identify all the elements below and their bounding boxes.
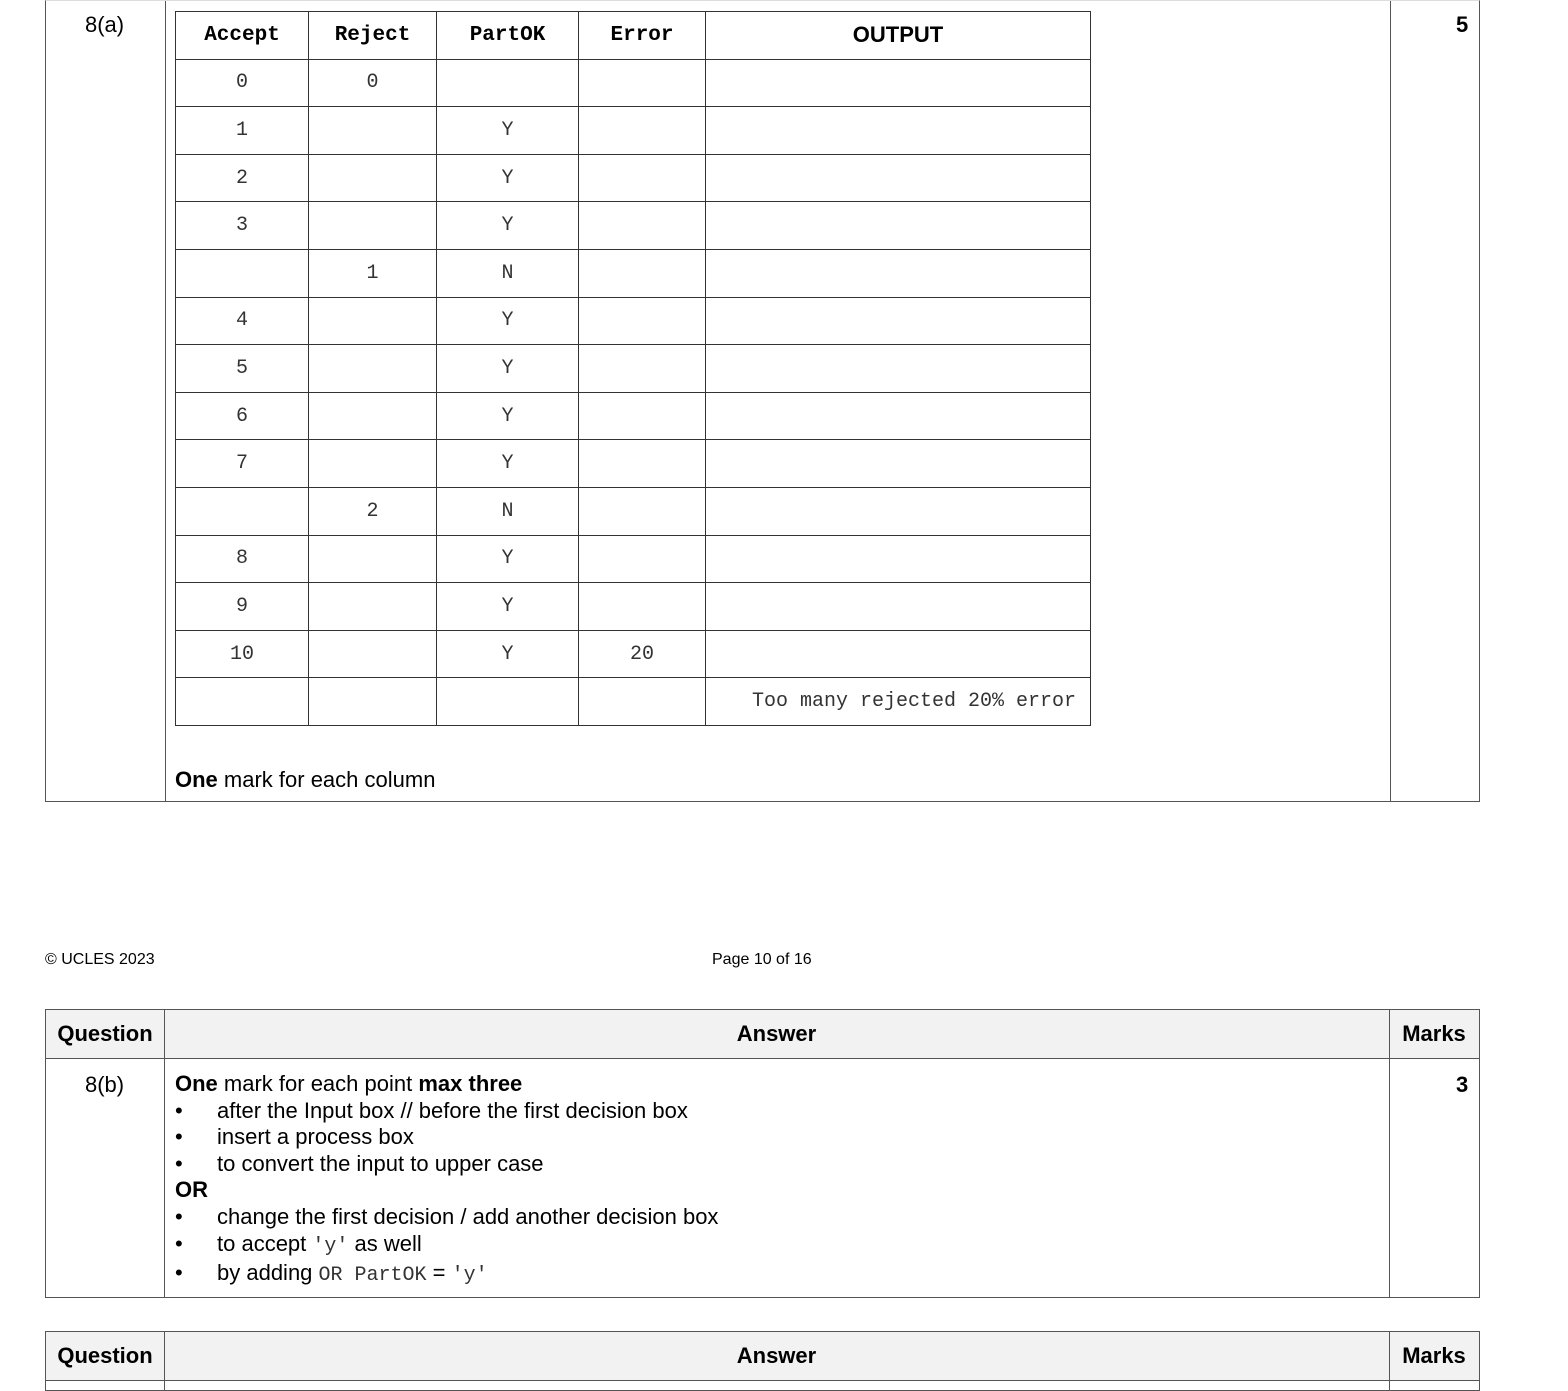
bullet-icon: •: [175, 1150, 183, 1176]
table-row: [176, 59, 1091, 107]
table-row: [176, 107, 1091, 155]
cell-partok: Y: [437, 345, 579, 393]
cell-reject: [309, 297, 437, 345]
cell-error: [579, 392, 706, 440]
bullet-icon: •: [175, 1203, 183, 1229]
table-row: [176, 345, 1091, 393]
cell-output: [706, 297, 1091, 345]
header-partok: PartOK: [437, 12, 579, 60]
marks-value: 5: [1456, 12, 1469, 37]
cell-output: [706, 59, 1091, 107]
cell-accept: 4: [176, 297, 309, 345]
list-item: • to accept 'y' as well: [175, 1230, 422, 1258]
table-row: [176, 249, 1091, 297]
cell-accept: 8: [176, 535, 309, 583]
cell-partok: N: [437, 487, 579, 535]
cell-reject: [309, 345, 437, 393]
table-row: [176, 440, 1091, 488]
cell-partok: Y: [437, 107, 579, 155]
list-item: • change the first decision / add another decision box: [175, 1203, 719, 1229]
cell-partok: N: [437, 249, 579, 297]
cell-reject: [309, 392, 437, 440]
cell-reject: [309, 630, 437, 678]
cell-reject: [309, 107, 437, 155]
cell-reject: [309, 535, 437, 583]
cell-reject: [309, 583, 437, 631]
page-number: Page 10 of 16: [712, 951, 812, 968]
cell-partok: Y: [437, 392, 579, 440]
cell-accept: 10: [176, 630, 309, 678]
question-number: 8(a): [85, 12, 125, 37]
cell-error: [579, 583, 706, 631]
cell-accept: 0: [176, 59, 309, 107]
marks-value: 3: [1456, 1072, 1469, 1097]
copyright: © UCLES 2023: [45, 951, 155, 968]
cell-error: [579, 249, 706, 297]
cell-partok: Y: [437, 202, 579, 250]
cell-error: [579, 678, 706, 726]
table-row: [176, 487, 1091, 535]
bullet-icon: •: [175, 1124, 183, 1150]
question-number: 8(b): [85, 1072, 125, 1097]
answer-intro: One mark for each point max three: [175, 1071, 523, 1096]
marking-note: One mark for each column: [175, 767, 436, 792]
bullet-icon: •: [175, 1230, 183, 1256]
cell-output: [706, 107, 1091, 155]
cell-accept: [176, 678, 309, 726]
cell-error: 20: [579, 630, 706, 678]
cell-accept: [176, 487, 309, 535]
list-item: • to convert the input to upper case: [175, 1150, 544, 1176]
answer-header: Answer: [736, 1021, 817, 1046]
cell-error: [579, 202, 706, 250]
cell-error: [579, 154, 706, 202]
answer-header: Answer: [736, 1343, 817, 1368]
list-item: • insert a process box: [175, 1124, 414, 1150]
cell-output: [706, 535, 1091, 583]
cell-partok: Y: [437, 630, 579, 678]
table-row: [176, 202, 1091, 250]
cell-accept: 7: [176, 440, 309, 488]
cell-accept: [176, 249, 309, 297]
table-row: [176, 630, 1091, 678]
cell-output: [706, 202, 1091, 250]
cell-reject: 2: [309, 487, 437, 535]
cell-accept: 6: [176, 392, 309, 440]
cell-reject: 1: [309, 249, 437, 297]
table-row: [176, 583, 1091, 631]
table-row: [176, 154, 1091, 202]
cell-error: [579, 59, 706, 107]
cell-output: [706, 249, 1091, 297]
header-output: OUTPUT: [706, 12, 1091, 60]
table-row: [176, 678, 1091, 726]
cell-reject: [309, 202, 437, 250]
cell-output: [706, 487, 1091, 535]
cell-partok: [437, 59, 579, 107]
cell-error: [579, 535, 706, 583]
bullet-icon: •: [175, 1260, 183, 1286]
cell-partok: Y: [437, 440, 579, 488]
cell-output: [706, 345, 1091, 393]
or-label: OR: [175, 1177, 208, 1203]
cell-output: [706, 154, 1091, 202]
list-item: • after the Input box // before the first decision box: [175, 1097, 688, 1123]
cell-accept: 3: [176, 202, 309, 250]
cell-output: [706, 392, 1091, 440]
answer-8b: [175, 1071, 1375, 1290]
cell-partok: [437, 678, 579, 726]
header-reject: Reject: [309, 12, 437, 60]
header-accept: Accept: [176, 12, 309, 60]
cell-partok: Y: [437, 297, 579, 345]
cell-error: [579, 487, 706, 535]
cell-partok: Y: [437, 535, 579, 583]
header-error: Error: [579, 12, 706, 60]
cell-error: [579, 297, 706, 345]
cell-reject: [309, 154, 437, 202]
cell-accept: 2: [176, 154, 309, 202]
cell-output: [706, 440, 1091, 488]
cell-output: [706, 583, 1091, 631]
trace-table-header-row: [176, 12, 1091, 60]
cell-output: Too many rejected 20% error: [706, 678, 1091, 726]
cell-reject: 0: [309, 59, 437, 107]
table-row: [176, 535, 1091, 583]
cell-accept: 9: [176, 583, 309, 631]
cell-reject: [309, 678, 437, 726]
table-row: [176, 392, 1091, 440]
cell-reject: [309, 440, 437, 488]
marks-header: Marks: [1402, 1021, 1466, 1046]
cell-error: [579, 440, 706, 488]
cell-partok: Y: [437, 583, 579, 631]
list-item: • by adding OR PartOK = 'y': [175, 1260, 488, 1288]
trace-table: [175, 11, 1091, 726]
cell-accept: 5: [176, 345, 309, 393]
table-row: [176, 297, 1091, 345]
column-divider: [165, 1, 166, 801]
cell-accept: 1: [176, 107, 309, 155]
cell-error: [579, 107, 706, 155]
bullet-icon: •: [175, 1097, 183, 1123]
cell-partok: Y: [437, 154, 579, 202]
question-header: Question: [57, 1021, 153, 1046]
next-question-box: [45, 1331, 1480, 1391]
marks-header: Marks: [1402, 1343, 1466, 1368]
question-header: Question: [57, 1343, 153, 1368]
cell-output: [706, 630, 1091, 678]
cell-error: [579, 345, 706, 393]
column-divider: [1390, 1, 1391, 801]
